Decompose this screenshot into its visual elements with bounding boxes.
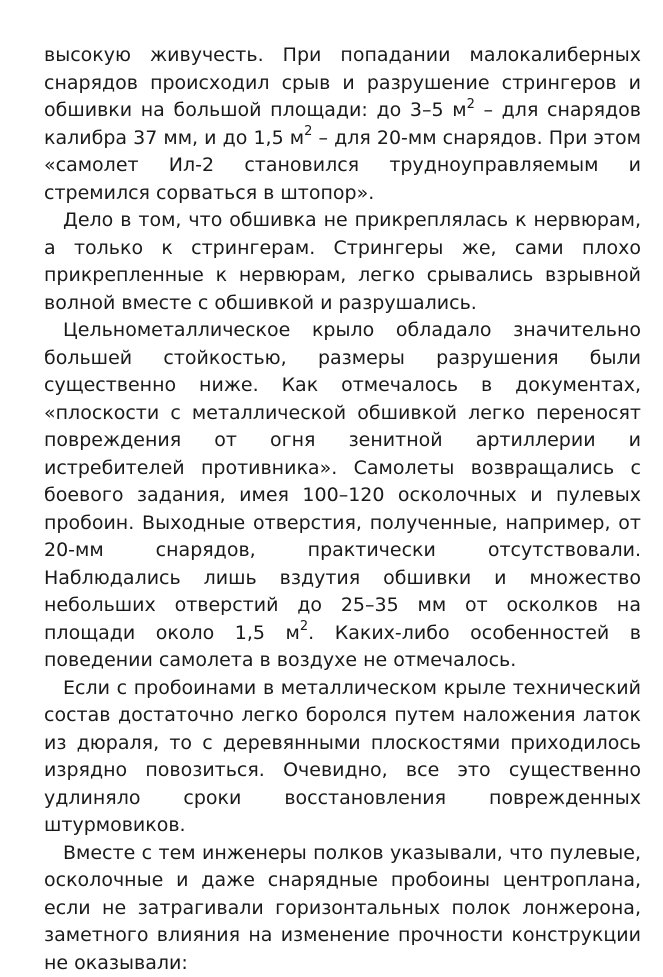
paragraph-1	[44, 42, 641, 207]
text-run: Цельнометаллическое крыло обладало значительно большей стойкостью, размеры разрушения были существенно ниже. Как отмечалось в документах, «плоскости с металлической обшивкой легко переносят повреждения от огня зенитной артиллерии и истребителей противника». Самолеты возвращались с боевого задания, имея 100–120 осколочных и пулевых пробоин. Выходные отверстия, полученные, например, от 20-мм снарядов, практически отсутствовали. Наблюдались лишь вздутия обшивки и множество небольших отверстий до 25–35 мм от осколков на площади около 1,5 м	[44, 319, 641, 644]
text-run: высокую живучесть. При попадании малокалиберных снарядов происходил срыв и разрушение стрингеров и обшивки на большой площади: до 3–5 м	[44, 44, 641, 121]
paragraph-2	[44, 207, 641, 317]
paragraph-5	[44, 840, 641, 977]
text-run: . Каких-либо особенностей в поведении самолета в воздухе не отмечалось.	[44, 622, 641, 672]
paragraph-4	[44, 675, 641, 840]
text-run: – для снарядов калибра 37 мм, и до 1,5 м	[44, 99, 641, 149]
text-run: Если с пробоинами в металлическом крыле технический состав достаточно легко боролся путем наложения латок из дюраля, то с деревянными плоскостями приходилось изрядно повозиться. Очевидно, все это существенно удлиняло сроки восстановления поврежденных штурмовиков.	[44, 677, 641, 837]
paragraph-3	[44, 317, 641, 675]
text-run: – для 20-мм снарядов. При этом «самолет Ил-2 становился трудноуправляемым и стремился сорваться в штопор».	[44, 127, 641, 204]
text-run: Вместе с тем инженеры полков указывали, что пулевые, осколочные и даже снарядные пробоины центроплана, если не затрагивали горизонтальных полок лонжерона, заметного влияния на изменение прочности конструкции не оказывали:	[44, 842, 641, 974]
superscript: 2	[300, 619, 308, 634]
superscript: 2	[304, 124, 312, 139]
superscript: 2	[467, 97, 475, 112]
text-run: Дело в том, что обшивка не прикреплялась к нервюрам, а только к стрингерам. Стрингеры же, сами плохо прикрепленные к нервюрам, легко срывались взрывной волной вместе с обшивкой и разрушались.	[44, 209, 641, 314]
article-body	[44, 42, 641, 977]
